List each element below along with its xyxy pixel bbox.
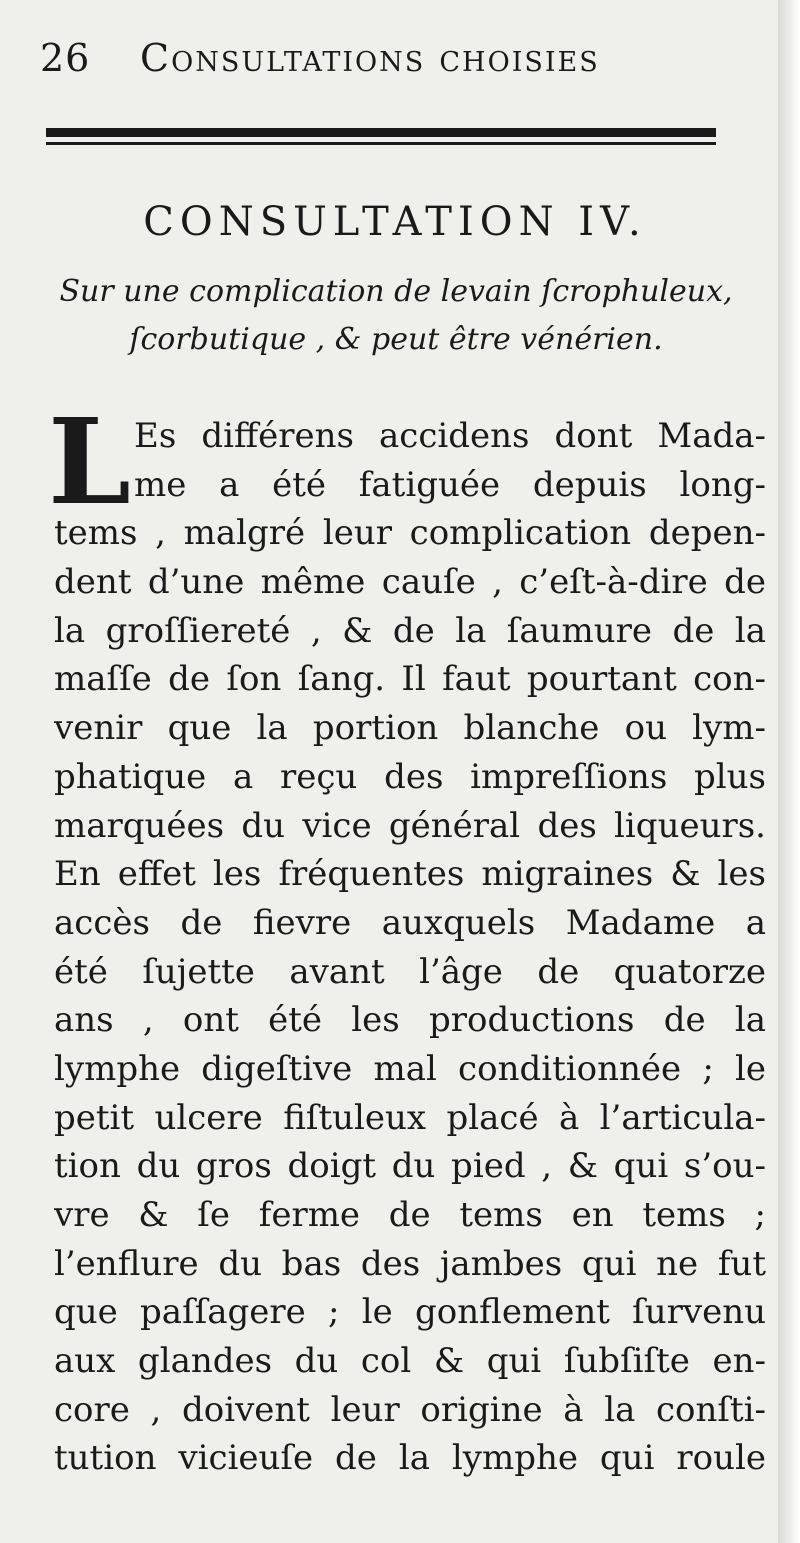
body-line: aux glandes du col & qui ſubſiſte en- (54, 1341, 766, 1382)
rule-thin (46, 142, 716, 145)
subtitle-line: ſcorbutique , & peut être vénérien. (129, 322, 663, 357)
body-line: tution vicieuſe de la lymphe qui roule (54, 1438, 766, 1479)
body-line: tems , malgré leur complication depen- (54, 513, 766, 554)
running-head (40, 28, 740, 88)
page-edge (778, 0, 800, 1543)
body-line: ans , ont été les productions de la (54, 1000, 766, 1041)
chapter-subtitle (36, 268, 756, 364)
body-line: En effet les fréquentes migraines & les (54, 854, 766, 895)
body-line: dent d’une même cauſe , c’eſt-à-dire de (54, 562, 766, 603)
body-line: lymphe digeſtive mal conditionnée ; le (54, 1048, 766, 1089)
chapter-heading: CONSULTATION IV. (143, 199, 647, 245)
running-title: Consultations choisies (140, 36, 600, 80)
page-number: 26 (40, 36, 91, 80)
body-line: l’enflure du bas des jambes qui ne fut (54, 1243, 766, 1284)
body-line: accès de fievre auxquels Madame a (54, 902, 766, 943)
body-line: venir que la portion blanche ou lym- (54, 708, 766, 749)
body-line: été ſujette avant l’âge de quatorze (54, 951, 766, 992)
body-line: tion du gros doigt du pied , & qui s’ou- (54, 1146, 766, 1187)
body-line: maſſe de ſon ſang. Il faut pourtant con- (54, 659, 766, 700)
body-line: marquées du vice général des liqueurs. (54, 805, 766, 846)
body-line: que paſſagere ; le gonflement ſurvenu (54, 1292, 766, 1333)
drop-cap: L (48, 392, 131, 531)
body-text (48, 392, 766, 1483)
body-line: core , doivent leur origine à la conſti- (54, 1389, 766, 1430)
body-line: petit ulcere fiſtuleux placé à l’articula- (54, 1097, 766, 1138)
body-line: la groſſiereté , & de la ſaumure de la (54, 610, 766, 651)
body-line: Es différens accidens dont Mada- (134, 416, 766, 456)
body-line: me a été fatiguée depuis long- (134, 464, 766, 505)
subtitle-line: Sur une complication de levain ſcrophuleux, (59, 274, 733, 309)
body-line: vre & ſe ferme de tems en tems ; (54, 1195, 766, 1235)
rule-thick (46, 128, 716, 137)
body-line: phatique a reçu des impreſſions plus (54, 756, 766, 797)
double-rule-divider (46, 128, 716, 150)
